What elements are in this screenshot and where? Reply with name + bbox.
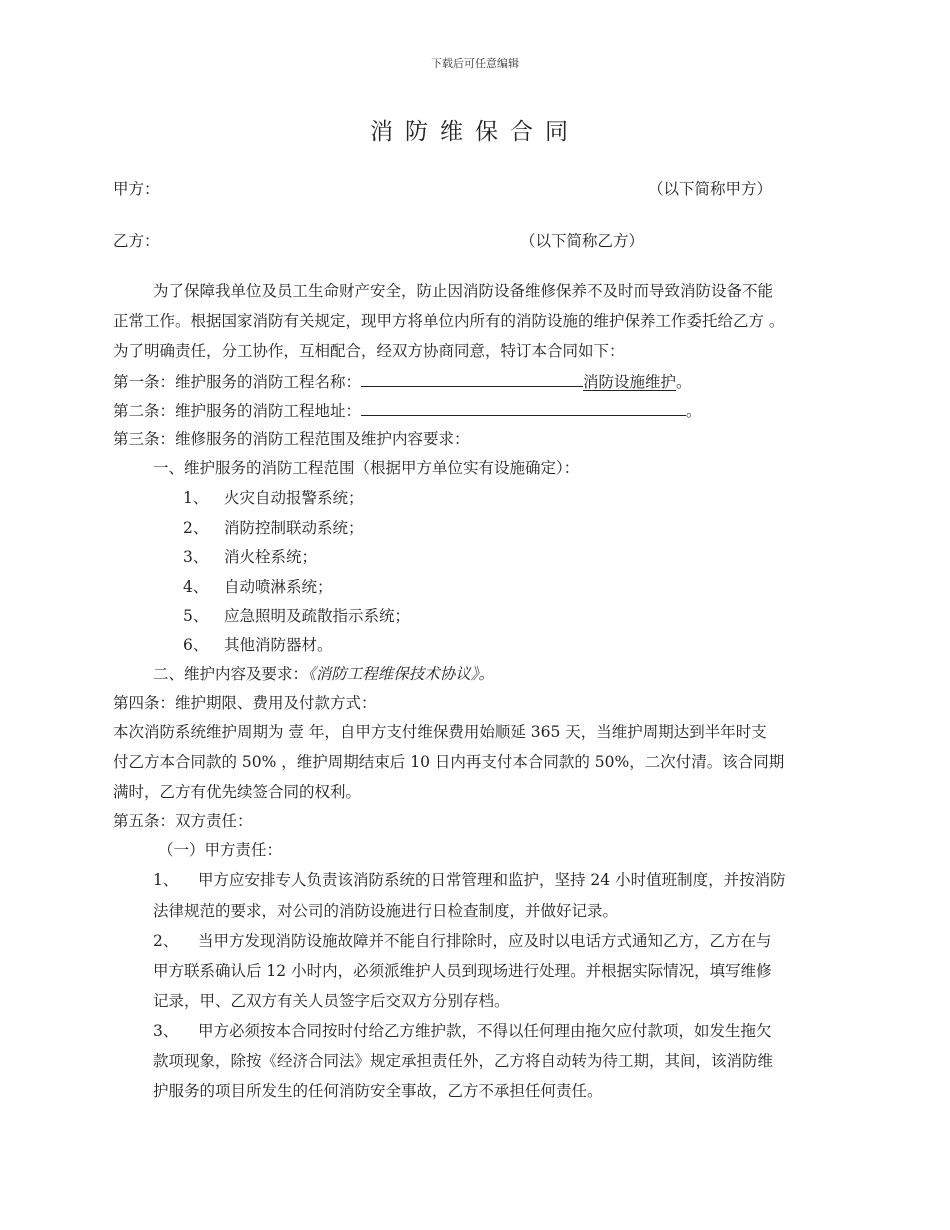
- party-a-resp-2-line-3: 记录，甲、乙双方有关人员签字后交双方分别存档。: [153, 992, 510, 1010]
- party-a-resp-3-num: 3、: [153, 1022, 179, 1040]
- article-4-line-2: 付乙方本合同款的 50% ，维护周期结束后 10 日内再支付本合同款的 50%，二次付清。该合同期: [113, 753, 785, 771]
- article-1-value: 消防设施维护: [583, 373, 677, 391]
- article-1: [113, 369, 692, 392]
- article-4-label: 第四条：维护期限、费用及付款方式：: [113, 694, 377, 712]
- contract-title: 消防维保合同: [370, 119, 580, 145]
- party-a-resp-1-line-2: 法律规范的要求，对公司的消防设施进行日检查制度，并做好记录。: [153, 902, 619, 920]
- intro-line-1: 为了保障我单位及员工生命财产安全，防止因消防设备维修保养不及时而导致消防设备不能: [153, 282, 774, 300]
- scope-item-3-num: 3、: [183, 548, 209, 566]
- scope-item-2-num: 2、: [183, 519, 209, 537]
- article-5-label: 第五条：双方责任：: [113, 812, 253, 830]
- party-a-resp-3-line-3: 护服务的项目所发生的任何消防安全事故，乙方不承担任何责任。: [153, 1082, 603, 1100]
- article-1-label: 第一条：维护服务的消防工程名称：: [113, 373, 362, 391]
- article-2-label: 第二条：维护服务的消防工程地址：: [113, 402, 362, 420]
- article-1-end: 。: [676, 373, 692, 391]
- scope-item-3-text: 消火栓系统；: [224, 548, 318, 566]
- scope-item-4-num: 4、: [183, 578, 209, 596]
- party-a-suffix: （以下简称甲方）: [648, 180, 773, 198]
- article-5-sub-heading: （一）甲方责任：: [158, 841, 283, 859]
- scope-item-4-text: 自动喷淋系统；: [224, 578, 333, 596]
- party-a-label: 甲方：: [113, 180, 160, 198]
- party-a-resp-2-num: 2、: [153, 932, 179, 950]
- article-4-line-3: 满时，乙方有优先续签合同的权利。: [113, 783, 362, 801]
- party-a-resp-3-line-2: 款项现象，除按《经济合同法》规定承担责任外，乙方将自动转为待工期，其间，该消防维: [153, 1052, 774, 1070]
- article-2-blank: [361, 398, 686, 416]
- party-a-resp-2-line-1: 当甲方发现消防设施故障并不能自行排除时，应及时以电话方式通知乙方，乙方在与: [198, 932, 772, 950]
- party-a-resp-3-line-1: 甲方必须按本合同按时付给乙方维护款，不得以任何理由拖欠应付款项，如发生拖欠: [198, 1022, 772, 1040]
- article-1-blank: [361, 369, 583, 387]
- intro-line-2: 正常工作。根据国家消防有关规定，现甲方将单位内所有的消防设施的维护保养工作委托给乙方 。: [113, 312, 785, 330]
- scope-item-6-num: 6、: [183, 636, 209, 654]
- header-note: 下载后可任意编辑: [431, 57, 519, 70]
- article-3-label: 第三条：维修服务的消防工程范围及维护内容要求：: [113, 430, 470, 448]
- party-b-label: 乙方：: [113, 232, 160, 250]
- article-3-scope-heading: 一、维护服务的消防工程范围（根据甲方单位实有设施确定）：: [153, 459, 580, 477]
- article-2: [113, 398, 702, 421]
- scope-item-5-num: 5、: [183, 607, 209, 625]
- article-2-end: 。: [686, 402, 702, 420]
- party-b-suffix: （以下简称乙方）: [520, 232, 645, 250]
- requirements-prefix: 二、维护内容及要求：: [153, 665, 309, 683]
- party-a-resp-2-line-2: 甲方联系确认后 12 小时内，必须派维护人员到现场进行处理。并根据实际情况，填写维修: [153, 962, 772, 980]
- article-4-line-1: 本次消防系统维护周期为 壹 年，自甲方支付维保费用始顺延 365 天，当维护周期达到半年时支: [113, 723, 767, 741]
- scope-item-6-text: 其他消防器材。: [224, 636, 333, 654]
- party-a-resp-1-line-1: 甲方应安排专人负责该消防系统的日常管理和监护，坚持 24 小时值班制度，并按消防: [198, 871, 786, 889]
- article-3-requirements: [153, 662, 494, 684]
- intro-line-3: 为了明确责任，分工协作，互相配合，经双方协商同意，特订本合同如下：: [113, 342, 625, 360]
- scope-item-1-num: 1、: [183, 489, 209, 507]
- requirements-agreement: 《消防工程维保技术协议》。: [308, 665, 495, 683]
- scope-item-5-text: 应急照明及疏散指示系统；: [224, 607, 411, 625]
- party-a-resp-1-num: 1、: [153, 871, 179, 889]
- scope-item-1-text: 火灾自动报警系统；: [224, 489, 364, 507]
- scope-item-2-text: 消防控制联动系统；: [224, 519, 364, 537]
